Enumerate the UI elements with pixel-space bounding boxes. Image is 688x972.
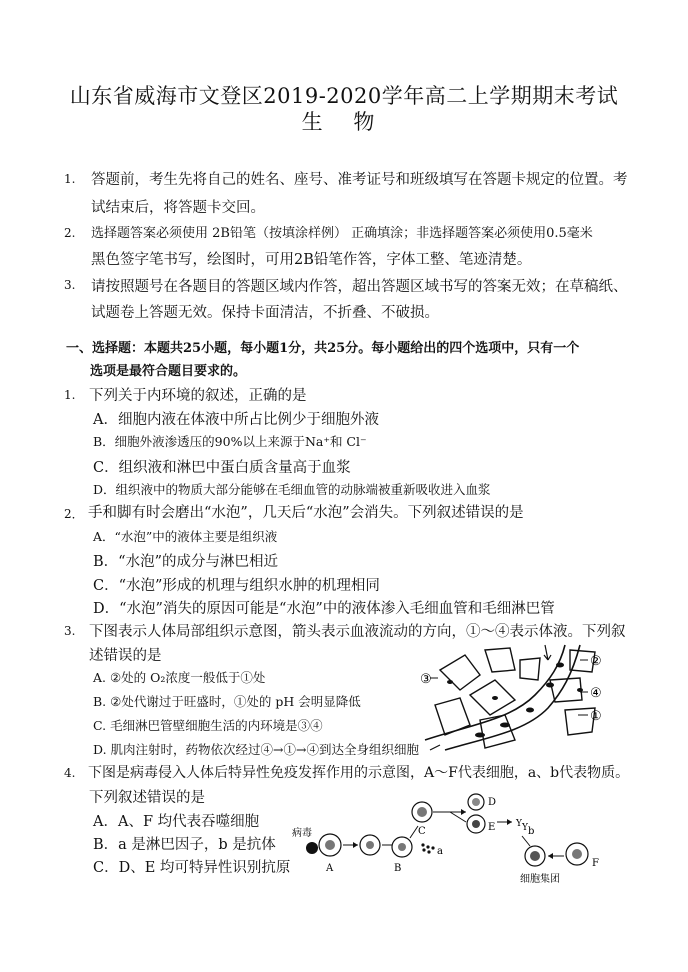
- option-b: B．细胞外液渗透压的90%以上来源于Na⁺和 Cl⁻: [93, 434, 367, 449]
- subject-title: 生 物: [301, 110, 387, 134]
- label-a-cell: A: [326, 863, 334, 874]
- label-a-substance: a: [437, 846, 443, 857]
- option-d: D. 肌肉注射时，药物依次经过④→①→④到达全身组织细胞: [93, 742, 419, 757]
- label-4: ④: [590, 686, 602, 701]
- option-b: B．“水泡”的成分与淋巴相近: [93, 554, 278, 570]
- question-number: 3.: [64, 624, 76, 638]
- instruction-line: 选择题答案必须使用 2B铅笔（按填涂样例） 正确填涂；非选择题答案必须使用0.5毫米: [91, 226, 593, 241]
- virus-icon: [306, 842, 318, 854]
- instruction-number: 2.: [64, 226, 76, 240]
- question-stem: 下列关于内环境的叙述，正确的是: [89, 388, 307, 404]
- label-1: ①: [590, 709, 602, 724]
- label-2: ②: [590, 654, 602, 669]
- question-stem-cont: 下列叙述错误的是: [89, 790, 205, 806]
- tissue-diagram: [420, 640, 610, 755]
- antibody-icon: Y: [516, 819, 522, 829]
- label-b-substance: b: [528, 826, 535, 837]
- instruction-line: 黑色签字笔书写，绘图时，可用2B铅笔作答，字体工整、笔迹清楚。: [91, 252, 532, 268]
- option-a: A. ②处的 O₂浓度一般低于①处: [93, 670, 266, 685]
- question-stem: 下图是病毒侵入人体后特异性免疫发挥作用的示意图，A～F代表细胞，a、b代表物质。: [88, 765, 630, 781]
- instruction-line: 试题卷上答题无效。保持卡面清洁，不折叠、不破损。: [91, 305, 439, 321]
- label-b-cell: B: [394, 863, 402, 874]
- option-c: C. 毛细淋巴管壁细胞生活的内环境是③④: [93, 718, 323, 733]
- question-stem: 下图表示人体局部组织示意图，箭头表示血液流动的方向，①～④表示体液。下列叙: [89, 624, 626, 640]
- question-stem-cont: 述错误的是: [89, 648, 162, 664]
- option-c: C．组织液和淋巴中蛋白质含量高于血浆: [93, 460, 351, 476]
- option-b: B. ②处代谢过于旺盛时，①处的 pH 会明显降低: [93, 694, 361, 709]
- instruction-line: 试结束后，将答题卡交回。: [91, 200, 265, 216]
- label-d-cell: D: [488, 797, 497, 808]
- question-number: 2．: [64, 507, 84, 521]
- section-heading-cont: 选项是最符合题目要求的。: [90, 364, 247, 379]
- option-a: A．A、F 均代表吞噬细胞: [93, 814, 260, 830]
- option-c: C．D、E 均可特异性识别抗原: [93, 860, 291, 876]
- page-title: 山东省威海市文登区2019-2020学年高二上学期期末考试: [69, 84, 619, 108]
- instruction-line: 请按照题号在各题目的答题区域内作答，超出答题区域书写的答案无效；在草稿纸、: [91, 279, 628, 295]
- svg-text:Y: Y: [522, 823, 528, 833]
- option-a: A．细胞内液在体液中所占比例少于细胞外液: [93, 412, 379, 428]
- immune-diagram: [290, 790, 610, 885]
- label-c-cell: C: [418, 826, 426, 837]
- virus-label: 病毒: [292, 828, 312, 839]
- label-3: ③: [420, 672, 432, 687]
- option-b: B．a 是淋巴因子，b 是抗体: [93, 837, 276, 853]
- instruction-line: 答题前，考生先将自己的姓名、座号、准考证号和班级填写在答题卡规定的位置。考: [91, 172, 628, 188]
- instruction-number: 1.: [64, 172, 76, 186]
- question-stem: 手和脚有时会磨出“水泡”，几天后“水泡”会消失。下列叙述错误的是: [88, 505, 524, 521]
- option-d: D．组织液中的物质大部分能够在毛细血管的动脉端被重新吸收进入血浆: [93, 482, 491, 497]
- question-number: 1.: [64, 388, 76, 402]
- option-a: A．“水泡”中的液体主要是组织液: [93, 529, 278, 544]
- instruction-number: 3.: [64, 278, 76, 292]
- label-e-cell: E: [488, 822, 496, 833]
- label-f-cell: F: [592, 858, 599, 869]
- option-d: D．“水泡”消失的原因可能是“水泡”中的液体渗入毛细血管和毛细淋巴管: [93, 601, 555, 617]
- option-c: C．“水泡”形成的机理与组织水肿的机理相同: [93, 578, 380, 594]
- question-number: 4.: [64, 766, 76, 780]
- section-heading: 一、选择题：本题共25小题，每小题1分，共25分。每小题给出的四个选项中，只有一个: [66, 341, 580, 356]
- cell-cluster-label: 细胞集团: [520, 874, 560, 885]
